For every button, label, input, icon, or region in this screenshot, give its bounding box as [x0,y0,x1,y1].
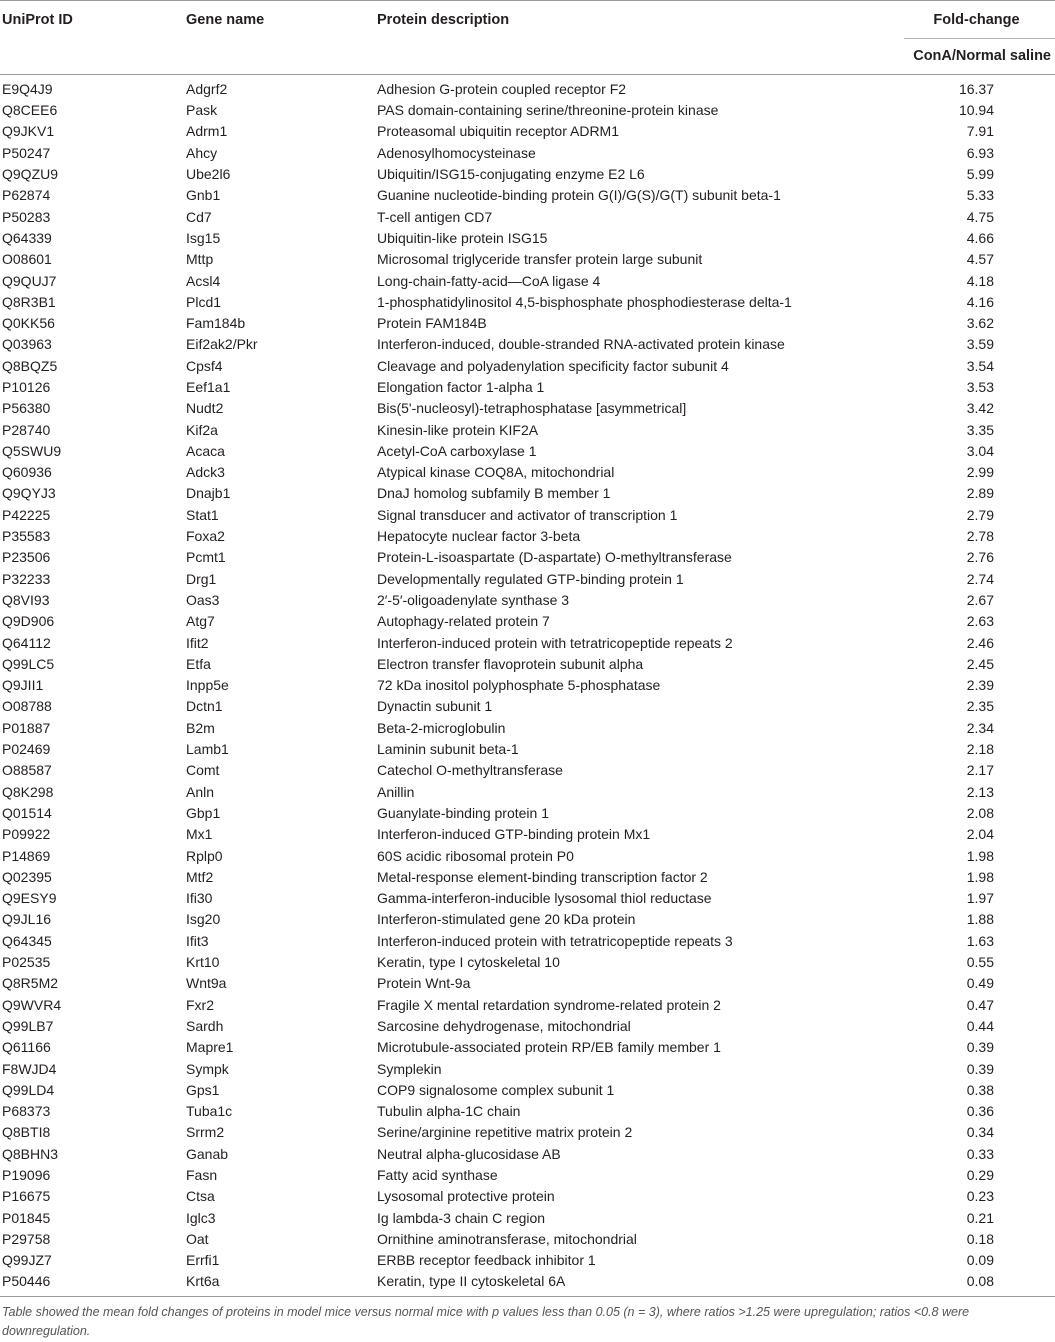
fold-change-cell: 2.46 [966,634,994,651]
uniprot-id-cell: Q8BQZ5 [2,357,58,374]
uniprot-id-cell: P01845 [2,1209,51,1226]
fold-change-cell: 2.63 [966,613,994,630]
gene-name-cell: Gps1 [186,1081,220,1098]
protein-description-cell: Interferon-stimulated gene 20 kDa protein [377,911,636,928]
uniprot-id-cell: Q64112 [2,634,51,651]
fold-change-cell: 7.91 [966,123,994,140]
gene-name-cell: Errfi1 [186,1252,220,1269]
protein-description-cell: Keratin, type II cytoskeletal 6A [377,1271,904,1296]
fold-change-cell: 0.44 [966,1017,994,1034]
protein-description-cell: Acetyl-CoA carboxylase 1 [377,442,537,459]
uniprot-id-cell: P32233 [2,570,51,587]
table-row [0,654,1055,675]
uniprot-id-cell: Q8BTI8 [2,1124,51,1141]
table-row [0,356,1055,377]
protein-description-cell: Elongation factor 1-alpha 1 [377,379,545,395]
protein-description-cell: Catechol O-methyltransferase [377,762,563,779]
fold-change-cell: 0.18 [966,1230,994,1247]
protein-description-cell: Interferon-induced GTP-binding protein Mx1 [377,826,651,843]
gene-name-cell: Etfa [186,655,211,672]
fold-change-cell: 2.99 [966,464,994,481]
fold-change-cell: 3.35 [966,421,994,438]
fold-change-cell: 3.59 [966,336,994,353]
gene-name-cell: Ube2l6 [186,166,231,183]
protein-description-cell: Tubulin alpha-1C chain [377,1103,521,1120]
table-row [0,952,1055,973]
fold-change-cell: 10.94 [958,102,994,119]
table-row [0,270,1055,291]
gene-name-cell: Acsl4 [186,272,221,289]
gene-name-cell: Dnajb1 [186,485,231,502]
protein-description-cell: Laminin subunit beta-1 [377,741,519,758]
uniprot-id-cell: Q99JZ7 [2,1252,52,1269]
header-gene-name: Gene name [186,1,377,39]
table-row [0,1058,1055,1079]
uniprot-id-cell: Q8R3B1 [2,293,56,310]
fold-change-cell: 2.18 [966,741,994,758]
protein-description-cell: Beta-2-microglobulin [377,719,506,736]
uniprot-id-cell: P09922 [2,826,51,843]
fold-change-cell: 4.16 [966,293,994,310]
protein-description-cell: 1-phosphatidylinositol 4,5-bisphosphate phosphodiesterase delta-1 [377,293,792,310]
protein-description-cell: Microtubule-associated protein RP/EB family member 1 [377,1039,721,1056]
uniprot-id-cell: P01887 [2,719,51,736]
table-row [0,1271,1055,1296]
table-row [0,632,1055,653]
uniprot-id-cell: Q8BHN3 [2,1145,59,1162]
uniprot-id-cell: Q64345 [2,932,52,949]
uniprot-id-cell: P68373 [2,1103,51,1120]
gene-name-cell: Foxa2 [186,528,225,545]
table-header-row [0,1,1055,39]
protein-description-cell: Interferon-induced, double-stranded RNA-activated protein kinase [377,336,785,353]
gene-name-cell: Pcmt1 [186,549,226,566]
table-row [0,1207,1055,1228]
fold-change-cell: 2.34 [966,719,994,736]
protein-description-cell: Adenosylhomocysteinase [377,144,536,161]
fold-change-cell: 0.21 [966,1209,994,1226]
table-footnote: Table showed the mean fold changes of proteins in model mice versus normal mice with p values less than 0.05 (n = 3), where ratios >1.25 were upregulation; ratios <0.8 were downregulation. [2,1305,970,1338]
fold-change-cell: 0.09 [966,1252,994,1269]
gene-name-cell: Drg1 [186,570,217,587]
fold-change-cell: 0.33 [966,1145,994,1162]
uniprot-id-cell: Q02395 [2,868,52,885]
gene-name-cell: Stat1 [186,506,219,523]
table-row [0,867,1055,888]
protein-description-cell: PAS domain-containing serine/threonine-protein kinase [377,102,719,119]
uniprot-id-cell: P16675 [2,1188,51,1205]
gene-name-cell: Adck3 [186,464,225,481]
uniprot-id-cell: P14869 [2,847,51,864]
table-row [0,718,1055,739]
protein-description-cell: Symplekin [377,1060,442,1077]
protein-description-cell: 72 kDa inositol polyphosphate 5-phosphatase [377,677,661,694]
gene-name-cell: Oat [186,1230,209,1247]
gene-name-cell: Dctn1 [186,698,223,715]
table-row [0,739,1055,760]
gene-name-cell: Fxr2 [186,996,214,1013]
table-row [0,611,1055,632]
table-row [0,121,1055,142]
gene-name-cell: Isg15 [186,229,221,246]
uniprot-id-cell: Q9QUJ7 [2,272,57,289]
uniprot-id-cell: P02535 [2,954,51,971]
uniprot-id-cell: P56380 [2,400,51,417]
fold-change-cell: 2.45 [966,655,994,672]
uniprot-id-cell: Q60936 [2,464,52,481]
fold-change-cell: 4.57 [966,251,994,268]
header-uniprot-id: UniProt ID [0,1,186,39]
table-row [0,909,1055,930]
fold-change-cell: 3.53 [966,379,994,395]
fold-change-cell: 2.35 [966,698,994,715]
protein-description-cell: Fatty acid synthase [377,1166,498,1183]
uniprot-id-cell: Q0KK56 [2,315,55,332]
uniprot-id-cell: Q9WVR4 [2,996,62,1013]
gene-name-cell: Srrm2 [186,1124,225,1141]
gene-name-cell: Tuba1c [186,1103,233,1120]
gene-name-cell: Ifit3 [186,932,209,949]
table-row [0,228,1055,249]
table-row [0,249,1055,270]
uniprot-id-cell: Q5SWU9 [2,442,62,459]
table-row [0,845,1055,866]
protein-description-cell: Serine/arginine repetitive matrix protein 2 [377,1124,633,1141]
table-subheader-row [0,39,1055,75]
gene-name-cell: Krt10 [186,954,220,971]
gene-name-cell: Fasn [186,1166,218,1183]
gene-name-cell: Sympk [186,1060,229,1077]
gene-name-cell: Krt6a [186,1271,377,1296]
fold-change-cell: 2.76 [966,549,994,566]
protein-description-cell: Protein-L-isoaspartate (D-aspartate) O-methyltransferase [377,549,732,566]
table-row [0,675,1055,696]
protein-description-cell: Microsomal triglyceride transfer protein large subunit [377,251,703,268]
table-row [0,1037,1055,1058]
gene-name-cell: Ahcy [186,144,218,161]
gene-name-cell: Mapre1 [186,1039,234,1056]
fold-change-cell: 1.88 [966,911,994,928]
fold-change-cell: 3.62 [966,315,994,332]
table-row [0,143,1055,164]
protein-description-cell: Cleavage and polyadenylation specificity factor subunit 4 [377,357,729,374]
protein-description-cell: Sarcosine dehydrogenase, mitochondrial [377,1017,631,1034]
fold-change-cell: 0.29 [966,1166,994,1183]
table-row [0,483,1055,504]
protein-description-cell: Guanylate-binding protein 1 [377,804,550,821]
table-row [0,419,1055,440]
table-row [0,505,1055,526]
uniprot-id-cell: E9Q4J9 [2,81,53,97]
fold-change-cell: 2.17 [966,762,994,779]
fold-change-cell: 0.34 [966,1124,994,1141]
fold-change-cell: 3.04 [966,442,994,459]
fold-change-cell: 0.36 [966,1103,994,1120]
gene-name-cell: Oas3 [186,591,220,608]
fold-change-cell: 0.39 [966,1060,994,1077]
gene-name-cell: Wnt9a [186,975,227,992]
gene-name-cell: Isg20 [186,911,221,928]
protein-description-cell: T-cell antigen CD7 [377,208,493,225]
fold-change-cell: 0.47 [966,996,994,1013]
fold-change-cell: 0.39 [966,1039,994,1056]
table-row [0,75,1055,101]
table-body [0,75,1055,1297]
protein-description-cell: Adhesion G-protein coupled receptor F2 [377,81,627,97]
gene-name-cell: Adrm1 [186,123,228,140]
fold-change-cell: 0.23 [966,1188,994,1205]
uniprot-id-cell: P50247 [2,144,51,161]
fold-change-cell: 2.13 [966,783,994,800]
gene-name-cell: Sardh [186,1017,224,1034]
table-row [0,888,1055,909]
uniprot-id-cell: P28740 [2,421,51,438]
protein-description-cell: Electron transfer flavoprotein subunit alpha [377,655,644,672]
fold-change-cell: 1.97 [966,890,994,907]
fold-change-cell: 0.49 [966,975,994,992]
fold-change-cell: 2.39 [966,677,994,694]
protein-description-cell: Autophagy-related protein 7 [377,613,550,630]
uniprot-id-cell: Q8R5M2 [2,975,59,992]
table-row [0,462,1055,483]
gene-name-cell: Gnb1 [186,187,221,204]
uniprot-id-cell: Q8K298 [2,783,54,800]
table-row [0,1165,1055,1186]
table-row [0,824,1055,845]
uniprot-id-cell: P19096 [2,1166,51,1183]
protein-description-cell: Lysosomal protective protein [377,1188,555,1205]
uniprot-id-cell: Q9QYJ3 [2,485,56,502]
table-row [0,441,1055,462]
table-row [0,100,1055,121]
fold-change-cell: 1.98 [966,847,994,864]
gene-name-cell: Ganab [186,1145,229,1162]
uniprot-id-cell: Q9QZU9 [2,166,59,183]
uniprot-id-cell: Q61166 [2,1039,51,1056]
uniprot-id-cell: P02469 [2,741,51,758]
uniprot-id-cell: P10126 [2,379,51,395]
gene-name-cell: Cd7 [186,208,212,225]
table-row [0,931,1055,952]
protein-description-cell: Hepatocyte nuclear factor 3-beta [377,528,581,545]
uniprot-id-cell: P23506 [2,549,51,566]
uniprot-id-cell: O08601 [2,251,52,268]
protein-description-cell: Interferon-induced protein with tetratricopeptide repeats 2 [377,634,733,651]
uniprot-id-cell: P62874 [2,187,51,204]
protein-description-cell: Fragile X mental retardation syndrome-related protein 2 [377,996,721,1013]
fold-change-cell: 2.89 [966,485,994,502]
gene-name-cell: Anln [186,783,215,800]
protein-description-cell: Long-chain-fatty-acid—CoA ligase 4 [377,272,601,289]
protein-description-cell: Ornithine aminotransferase, mitochondrial [377,1230,637,1247]
table-row [0,185,1055,206]
gene-name-cell: Ifi30 [186,890,213,907]
protein-description-cell: COP9 signalosome complex subunit 1 [377,1081,615,1098]
uniprot-id-cell: Q64339 [2,229,52,246]
table-row [0,1016,1055,1037]
gene-name-cell: B2m [186,719,215,736]
fold-change-cell: 0.08 [904,1271,1055,1296]
uniprot-id-cell: Q9ESY9 [2,890,57,907]
protein-description-cell: 60S acidic ribosomal protein P0 [377,847,574,864]
gene-name-cell: Inpp5e [186,677,229,694]
table-row [0,313,1055,334]
table-row [0,1101,1055,1122]
uniprot-id-cell: Q8CEE6 [2,102,58,119]
table-row [0,206,1055,227]
uniprot-id-cell: Q9JL16 [2,911,52,928]
table-row [0,1186,1055,1207]
protein-description-cell: Bis(5'-nucleosyl)-tetraphosphatase [asymmetrical] [377,400,687,417]
uniprot-id-cell: Q99LB7 [2,1017,54,1034]
header-fold-change: Fold-change [904,1,1055,39]
gene-name-cell: Rplp0 [186,847,223,864]
gene-name-cell: Eif2ak2/Pkr [186,336,258,353]
gene-name-cell: Mttp [186,251,214,268]
gene-name-cell: Kif2a [186,421,218,438]
table-row [0,164,1055,185]
fold-change-cell: 1.63 [966,932,994,949]
fold-change-cell: 2.79 [966,506,994,523]
uniprot-id-cell: P29758 [2,1230,51,1247]
uniprot-id-cell: Q99LD4 [2,1081,55,1098]
gene-name-cell: Eef1a1 [186,379,231,395]
fold-change-cell: 5.33 [966,187,994,204]
gene-name-cell: Plcd1 [186,293,222,310]
table-row [0,782,1055,803]
protein-description-cell: Proteasomal ubiquitin receptor ADRM1 [377,123,620,140]
gene-name-cell: Adgrf2 [186,81,228,97]
table-row [0,292,1055,313]
table-row [0,803,1055,824]
fold-change-cell: 3.54 [966,357,994,374]
table-row [0,696,1055,717]
gene-name-cell: Mx1 [186,826,213,843]
fold-change-cell: 4.75 [966,208,994,225]
protein-description-cell: Developmentally regulated GTP-binding protein 1 [377,570,684,587]
fold-change-cell: 2.04 [966,826,994,843]
gene-name-cell: Atg7 [186,613,215,630]
table-row [0,526,1055,547]
gene-name-cell: Nudt2 [186,400,224,417]
protein-description-cell: Interferon-induced protein with tetratricopeptide repeats 3 [377,932,733,949]
table-row [0,1080,1055,1101]
protein-description-cell: Atypical kinase COQ8A, mitochondrial [377,464,615,481]
uniprot-id-cell: Q9JKV1 [2,123,55,140]
uniprot-id-cell: F8WJD4 [2,1060,57,1077]
fold-change-cell: 0.38 [966,1081,994,1098]
protein-description-cell: Keratin, type I cytoskeletal 10 [377,954,560,971]
gene-name-cell: Acaca [186,442,225,459]
table-row [0,760,1055,781]
fold-change-cell: 4.18 [966,272,994,289]
uniprot-id-cell: Q9D906 [2,613,55,630]
protein-description-cell: Dynactin subunit 1 [377,698,493,715]
protein-description-cell: Protein Wnt-9a [377,975,471,992]
uniprot-id-cell: Q9JII1 [2,677,44,694]
table-row [0,377,1055,398]
fold-change-cell: 2.74 [966,570,994,587]
table-row [0,1122,1055,1143]
protein-description-cell: Guanine nucleotide-binding protein G(I)/G(S)/G(T) subunit beta-1 [377,187,781,204]
uniprot-id-cell: P35583 [2,528,51,545]
uniprot-id-cell: P50283 [2,208,51,225]
fold-change-cell: 0.55 [966,954,994,971]
uniprot-id-cell: P50446 [0,1271,186,1296]
uniprot-id-cell: P42225 [2,506,51,523]
table-row [0,994,1055,1015]
protein-description-cell: Ubiquitin-like protein ISG15 [377,229,548,246]
gene-name-cell: Ctsa [186,1188,215,1205]
protein-description-cell: DnaJ homolog subfamily B member 1 [377,485,611,502]
protein-description-cell: Gamma-interferon-inducible lysosomal thiol reductase [377,890,712,907]
gene-name-cell: Gbp1 [186,804,221,821]
uniprot-id-cell: Q8VI93 [2,591,50,608]
fold-change-cell: 2.67 [966,591,994,608]
protein-description-cell: Ubiquitin/ISG15-conjugating enzyme E2 L6 [377,166,645,183]
fold-change-cell: 5.99 [966,166,994,183]
gene-name-cell: Mtf2 [186,868,214,885]
table-row [0,1144,1055,1165]
protein-description-cell: Neutral alpha-glucosidase AB [377,1145,561,1162]
table-row [0,973,1055,994]
fold-change-cell: 3.42 [966,400,994,417]
fold-change-cell: 4.66 [966,229,994,246]
protein-description-cell: Kinesin-like protein KIF2A [377,421,539,438]
protein-description-cell: Signal transducer and activator of transcription 1 [377,506,678,523]
gene-name-cell: Cpsf4 [186,357,223,374]
gene-name-cell: Iglc3 [186,1209,216,1226]
uniprot-id-cell: Q01514 [2,804,52,821]
fold-change-cell: 2.08 [966,804,994,821]
table-row [0,398,1055,419]
table-row [0,590,1055,611]
protein-description-cell: Protein FAM184B [377,315,487,332]
table-row [0,547,1055,568]
fold-change-cell: 6.93 [966,144,994,161]
header-protein-description: Protein description [377,1,904,39]
gene-name-cell: Pask [186,102,218,119]
protein-description-cell: 2′-5′-oligoadenylate synthase 3 [377,591,570,608]
gene-name-cell: Lamb1 [186,741,229,758]
gene-name-cell: Comt [186,762,220,779]
table-row [0,334,1055,355]
protein-description-cell: Metal-response element-binding transcription factor 2 [377,868,708,885]
table-row [0,1250,1055,1271]
protein-description-cell: ERBB receptor feedback inhibitor 1 [377,1252,596,1269]
table-row [0,569,1055,590]
table-row [0,1229,1055,1250]
fold-change-cell: 16.37 [958,81,994,97]
fold-change-cell: 1.98 [966,868,994,885]
protein-description-cell: Anillin [377,783,415,800]
gene-name-cell: Ifit2 [186,634,209,651]
uniprot-id-cell: O88587 [2,762,52,779]
uniprot-id-cell: Q99LC5 [2,655,55,672]
fold-change-cell: 2.78 [966,528,994,545]
gene-name-cell: Fam184b [186,315,246,332]
header-cona-normal-saline: ConA/Normal saline [904,39,1055,75]
uniprot-id-cell: Q03963 [2,336,52,353]
uniprot-id-cell: O08788 [2,698,52,715]
protein-description-cell: Ig lambda-3 chain C region [377,1209,546,1226]
